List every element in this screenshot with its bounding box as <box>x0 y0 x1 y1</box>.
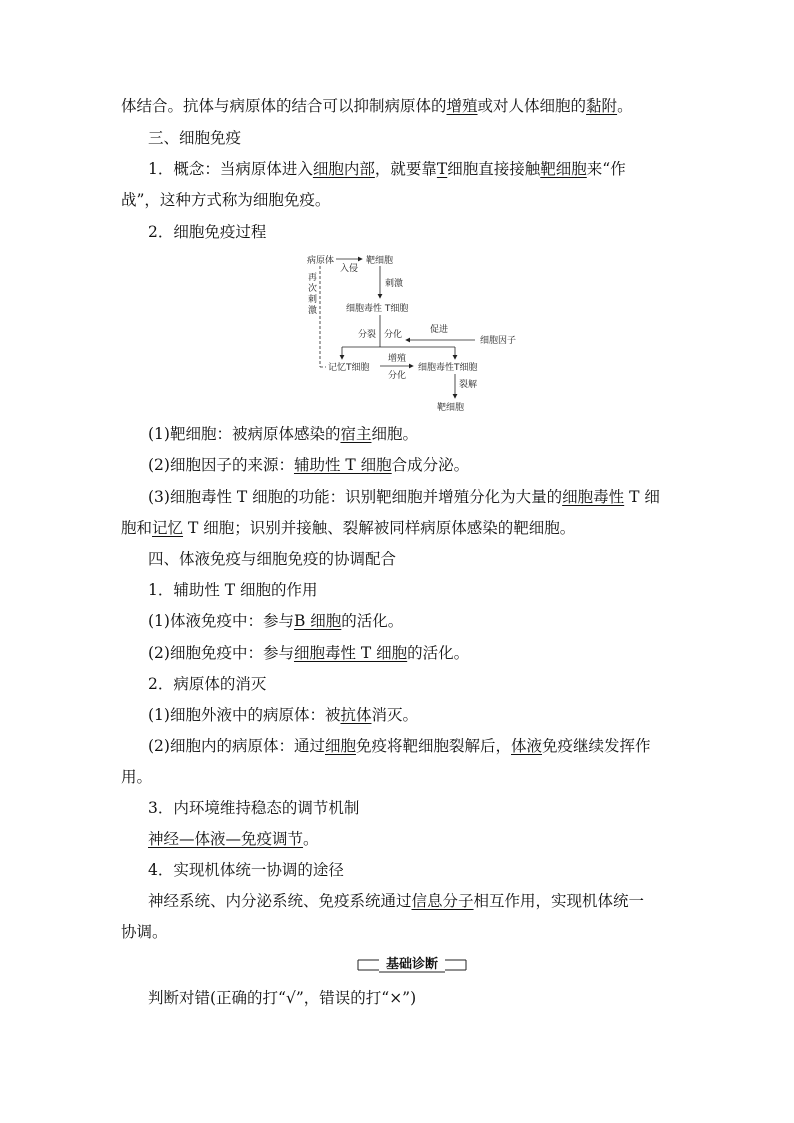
badge-label: 基础诊断 <box>385 957 438 972</box>
target-cell-label-1: 靶细胞 <box>366 256 394 266</box>
process-heading: 2．细胞免疫过程 <box>148 223 267 241</box>
ctl-label-1: 细胞毒性 T细胞 <box>346 304 409 314</box>
intracellular-pathogen-line-1: (2)细胞内的病原体：通过细胞免疫将靶细胞裂解后，体液免疫继续发挥作 <box>148 737 651 755</box>
restim-char-3: 刺 <box>308 295 318 305</box>
coordination-heading: 4．实现机体统一协调的途径 <box>148 861 344 879</box>
coordination-line-1: 神经系统、内分泌系统、免疫系统通过信息分子相互作用，实现机体统一 <box>148 892 645 910</box>
section-heading-cellular-immunity: 三、细胞免疫 <box>148 129 242 147</box>
differentiate-label-2: 分化 <box>388 371 407 381</box>
invade-label: 入侵 <box>340 264 359 274</box>
differentiate-label: 分化 <box>384 330 403 340</box>
extracellular-pathogen: (1)细胞外液中的病原体：被抗体消灭。 <box>148 706 418 724</box>
helper-t-cellular: (2)细胞免疫中：参与细胞毒性 T 细胞的活化。 <box>148 644 470 662</box>
basic-diagnosis-badge <box>357 956 467 974</box>
helper-t-humoral: (1)体液免疫中：参与B 细胞的活化。 <box>148 612 404 630</box>
intracellular-pathogen-line-2: 用。 <box>121 768 153 786</box>
restim-char-2: 次 <box>308 284 318 294</box>
promote-label: 促进 <box>430 325 449 335</box>
proliferate-label: 增殖 <box>388 354 407 364</box>
cellular-immunity-diagram <box>300 252 540 414</box>
pathogen-elimination-heading: 2．病原体的消灭 <box>148 675 267 693</box>
sub-point-3-line-2: 胞和记忆 T 细胞；识别并接触、裂解被同样病原体感染的靶细胞。 <box>121 519 576 537</box>
homeostasis-answer: 神经—体液—免疫调节。 <box>148 830 319 848</box>
homeostasis-heading: 3．内环境维持稳态的调节机制 <box>148 799 360 817</box>
stimulate-label: 刺激 <box>385 279 404 289</box>
section-heading-coordination: 四、体液免疫与细胞免疫的协调配合 <box>148 550 397 568</box>
concept-line-1: 1．概念：当病原体进入细胞内部，就要靠T细胞直接接触靶细胞来“作 <box>148 160 626 178</box>
coordination-line-2: 协调。 <box>121 923 168 941</box>
memory-t-cell-label: 记忆T细胞 <box>328 363 370 373</box>
sub-point-3-line-1: (3)细胞毒性 T 细胞的功能：识别靶细胞并增殖分化为大量的细胞毒性 T 细 <box>148 488 660 506</box>
true-false-instruction: 判断对错(正确的打“√”，错误的打“×”) <box>148 989 417 1007</box>
text-line-1: 体结合。抗体与病原体的结合可以抑制病原体的增殖或对人体细胞的黏附。 <box>121 97 633 115</box>
restim-char-4: 激 <box>308 306 318 316</box>
cytokine-label: 细胞因子 <box>480 336 517 346</box>
sub-point-2: (2)细胞因子的来源：辅助性 T 细胞合成分泌。 <box>148 456 470 474</box>
restim-char-1: 再 <box>308 273 318 283</box>
helper-t-heading: 1．辅助性 T 细胞的作用 <box>148 581 318 599</box>
ctl-label-2: 细胞毒性T细胞 <box>418 363 478 373</box>
target-cell-label-2: 靶细胞 <box>437 403 465 413</box>
lyse-label: 裂解 <box>459 380 478 390</box>
concept-line-2: 战”，这种方式称为细胞免疫。 <box>121 191 331 209</box>
pathogen-label: 病原体 <box>307 256 335 266</box>
divide-label: 分裂 <box>358 330 377 340</box>
sub-point-1: (1)靶细胞：被病原体感染的宿主细胞。 <box>148 425 418 443</box>
